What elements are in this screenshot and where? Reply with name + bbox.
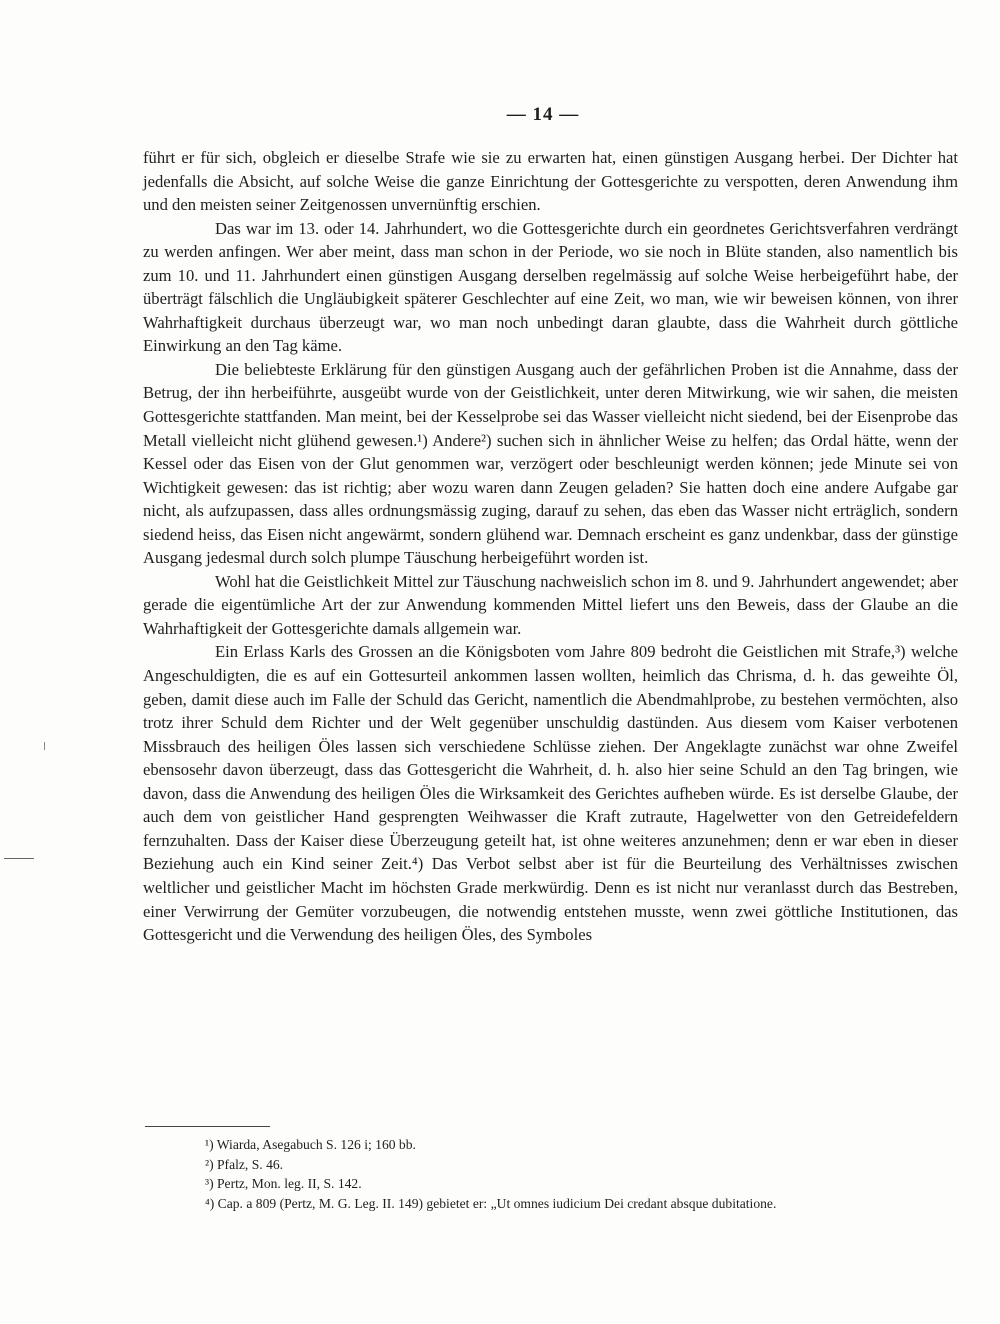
body-text	[143, 146, 958, 947]
footnote-separator	[145, 1126, 270, 1127]
footnotes	[205, 1135, 975, 1213]
footnote: ²) Pfalz, S. 46.	[205, 1156, 284, 1172]
page-number: — 14 —	[506, 104, 580, 125]
paragraph: führt er für sich, obgleich er dieselbe Strafe wie sie zu erwarten hat, einen günstigen Ausgang herbei. Der Dichter hat jedenfalls die Absicht, auf solche Weise die ganze Einrichtung der Gottesgerichte zu verspotten, deren Anwendung ihm und den meisten seiner Zeitgenossen unvernünftig erschien.	[143, 148, 958, 215]
margin-tick	[44, 742, 45, 750]
margin-mark	[4, 858, 34, 859]
paragraph: Das war im 13. oder 14. Jahrhundert, wo die Gottesgerichte durch ein geordnetes Gerichtsverfahren verdrängt zu werden anfingen. Wer aber meint, dass man schon in der Periode, wo sie noch in Blüte standen, also namentlich bis zum 10. und 11. Jahrhundert einen günstigen Ausgang derselben regelmässig auf solche Weise herbeigeführt habe, der überträgt fälschlich die Ungläubigkeit späterer Geschlechter auf eine Zeit, wo man, wie wir beweisen können, von ihrer Wahrhaftigkeit durchaus überzeugt war, wo man noch unbedingt daran glaubte, dass die Wahrheit durch göttliche Einwirkung an den Tag käme.	[143, 218, 958, 356]
footnote: ¹) Wiarda, Asegabuch S. 126 i; 160 bb.	[205, 1137, 416, 1152]
paragraph: Ein Erlass Karls des Grossen an die Königsboten vom Jahre 809 bedroht die Geistlichen mit Strafe,³) welche Angeschuldigten, die es auf ein Gottesurteil ankommen lassen wollten, heimlich das Chrisma, d. h. das geweihte Öl, geben, damit diese auch im Falle der Schuld das Gericht, namentlich die Abendmahlprobe, zu bestehen vermöchten, also trotz ihrer Schuld dem Richter und der Welt gegenüber unschuldig dastünden. Aus diesem vom Kaiser verbotenen Missbrauch des heiligen Öles lassen sich verschiedene Schlüsse ziehen. Der Angeklagte zunächst war ohne Zweifel ebensosehr davon überzeugt, dass das Gottesgericht die Wahrheit, d. h. also hier seine Schuld an den Tag bringen, wie davon, dass die Anwendung des heiligen Öles die Wirksamkeit des Gerichtes aufheben würde. Es ist derselbe Glaube, der auch dem von geistlicher Hand gesprengten Weihwasser die Kraft zutraute, Hagelwetter von den Getreidefeldern fernzuhalten. Dass der Kaiser diese Überzeugung geteilt hat, ist ohne weiteres anzunehmen; denn er war eben in dieser Beziehung auch ein Kind seiner Zeit.⁴) Das Verbot selbst aber ist für die Beurteilung des Verhältnisses zwischen weltlicher und geistlicher Macht im höchsten Grade merkwürdig. Denn es ist nicht nur veranlasst durch das Bestreben, einer Verwirrung der Gemüter vorzubeugen, die notwendig entstehen musste, wenn zwei göttliche Institutionen, das Gottesgericht und die Verwendung des heiligen Öles, des Symboles	[143, 642, 958, 945]
footnote: ³) Pertz, Mon. leg. II, S. 142.	[205, 1176, 362, 1192]
footnote: ⁴) Cap. a 809 (Pertz, M. G. Leg. II. 149) gebietet er: „Ut omnes iudicium Dei credant absque dubitatione.	[205, 1195, 777, 1211]
paragraph: Wohl hat die Geistlichkeit Mittel zur Täuschung nachweislich schon im 8. und 9. Jahrhundert angewendet; aber gerade die eigentümliche Art der zur Anwendung kommenden Mittel liefert uns den Beweis, dass der Glaube an die Wahrhaftigkeit der Gottesgerichte damals allgemein war.	[143, 571, 958, 638]
paragraph: Die beliebteste Erklärung für den günstigen Ausgang auch der gefährlichen Proben ist die Annahme, dass der Betrug, der ihn herbeiführte, ausgeübt wurde von der Geistlichkeit, unter deren Mitwirkung, wie wir sahen, die meisten Gottesgerichte stattfanden. Man meint, bei der Kesselprobe sei das Wasser vielleicht nicht siedend, bei der Eisenprobe das Metall vielleicht nicht glühend gewesen.¹) Andere²) suchen sich in ähnlicher Weise zu helfen; das Ordal hätte, wenn der Kessel oder das Eisen von der Glut genommen war, verzögert oder beschleunigt werden können; jede Minute sei von Wichtigkeit gewesen: das ist richtig; aber wozu waren dann Zeugen geladen? Sie hatten doch eine andere Aufgabe gar nicht, als aufzupassen, dass alles ordnungsmässig zuging, darauf zu sehen, das eben das Wasser nicht erträglich, sondern siedend heiss, das Eisen nicht angewärmt, sondern glühend war. Demnach erscheint es ganz undenkbar, dass der günstige Ausgang jedesmal durch solch plumpe Täuschung herbeigeführt worden ist.	[143, 359, 958, 568]
